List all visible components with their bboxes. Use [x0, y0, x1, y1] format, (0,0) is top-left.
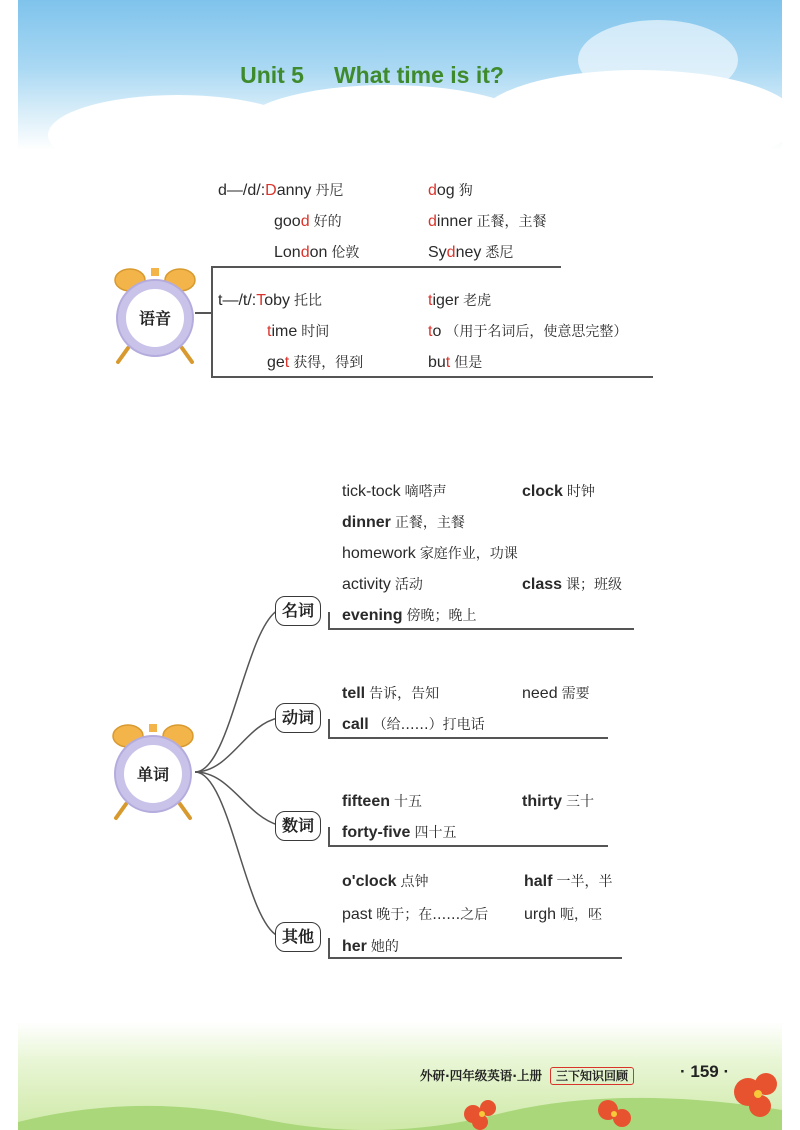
bracket-line	[328, 827, 330, 846]
list-item: her 她的	[342, 938, 399, 955]
bracket-line	[328, 719, 330, 738]
list-item: homework 家庭作业，功课	[342, 545, 518, 562]
node-nouns: 名词	[275, 596, 321, 626]
list-item: evening 傍晚；晚上	[342, 607, 477, 624]
divider-line	[211, 266, 561, 268]
connector-line	[195, 312, 211, 314]
branch-lines	[190, 600, 340, 950]
list-item: need 需要	[522, 685, 590, 702]
alarm-clock-icon	[108, 722, 198, 826]
phonics-word: London 伦敦	[274, 244, 360, 261]
list-item: activity 活动	[342, 576, 423, 593]
node-vocab: 单词	[136, 765, 169, 784]
phonics-d-label: d—/d/:	[218, 182, 266, 199]
list-item: call （给……）打电话	[342, 716, 485, 733]
list-item: o'clock 点钟	[342, 873, 429, 890]
node-phonics: 语音	[138, 309, 171, 328]
phonics-word: good 好的	[274, 213, 342, 230]
unit-number: Unit 5	[240, 62, 304, 88]
bracket-line	[211, 266, 213, 376]
list-item: thirty 三十	[522, 793, 594, 810]
bracket-line	[328, 612, 330, 629]
phonics-word: Sydney 悉尼	[428, 244, 514, 261]
divider-line	[328, 957, 622, 959]
phonics-d-row: d—/d/:Danny 丹尼	[218, 182, 344, 199]
phonics-word: but 但是	[428, 354, 483, 371]
divider-line	[328, 628, 634, 630]
list-item: tick-tock 嘀嗒声	[342, 483, 447, 500]
alarm-clock-icon	[110, 266, 200, 370]
divider-line	[328, 737, 608, 739]
bracket-line	[328, 938, 330, 958]
phonics-word: dog 狗	[428, 182, 473, 199]
divider-line	[328, 845, 608, 847]
phonics-word: get 获得，得到	[267, 354, 364, 371]
page-title	[0, 62, 744, 89]
grass-footer	[18, 1022, 782, 1130]
phonics-t-label: t—/t/:	[218, 292, 257, 309]
phonics-t-row: t—/t/:Toby 托比	[218, 292, 323, 309]
node-verbs: 动词	[275, 703, 321, 733]
phonics-word: to （用于名词后，使意思完整）	[428, 323, 628, 340]
list-item: class 课；班级	[522, 576, 623, 593]
footer-tag: 三下知识回顾	[550, 1067, 634, 1085]
list-item: urgh 呃，呸	[524, 906, 603, 923]
list-item: clock 时钟	[522, 483, 595, 500]
phonics-word: time 时间	[267, 323, 330, 340]
list-item: tell 告诉，告知	[342, 685, 440, 702]
list-item: half 一半，半	[524, 873, 613, 890]
footer-book-title: 外研·四年级英语·上册	[420, 1068, 542, 1083]
page-number: · 159 ·	[680, 1062, 730, 1081]
phonics-word: tiger 老虎	[428, 292, 492, 309]
list-item: past 晚于；在……之后	[342, 906, 489, 923]
footer-book-info	[420, 1066, 634, 1085]
list-item: dinner 正餐，主餐	[342, 514, 465, 531]
unit-title: What time is it?	[333, 62, 504, 88]
list-item: forty-five 四十五	[342, 824, 457, 841]
divider-line	[211, 376, 653, 378]
list-item: fifteen 十五	[342, 793, 422, 810]
phonics-word: dinner 正餐，主餐	[428, 213, 547, 230]
node-others: 其他	[275, 922, 321, 952]
node-numbers: 数词	[275, 811, 321, 841]
